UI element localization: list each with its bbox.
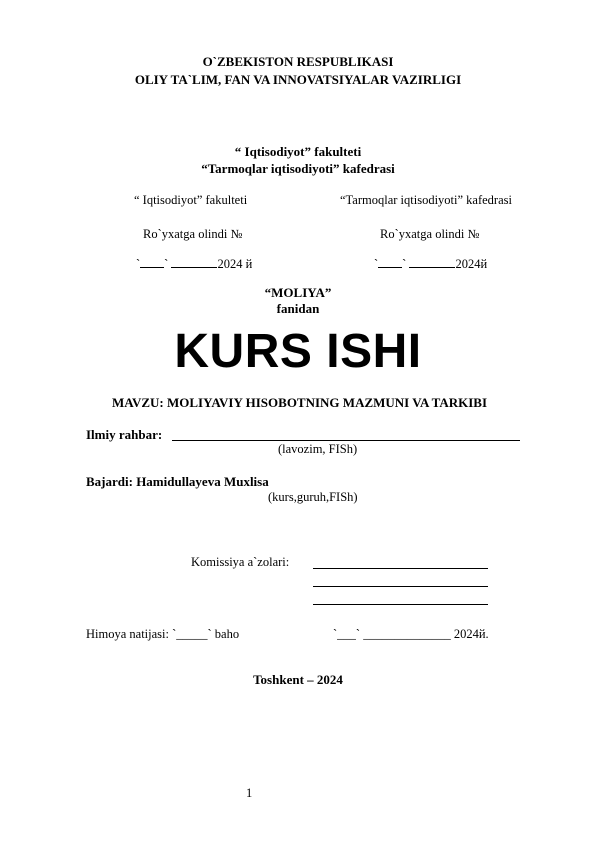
subject-name: “MOLIYA” [264,285,332,300]
left-year: 2024 й [217,257,253,271]
commission-label: Komissiya a`zolari: [191,555,290,569]
subject-suffix: fanidan [276,301,320,316]
right-date-close-quote: ` [402,257,407,271]
city-year: Toshkent – 2024 [253,672,343,687]
author-hint: (kurs,guruh,FISh) [268,490,358,504]
commission-member-blank-1 [313,568,488,569]
right-department: “Tarmoqlar iqtisodiyoti” kafedrasi [340,193,512,207]
left-day-blank [140,267,164,268]
right-registered: Ro`yxatga olindi № [380,227,480,241]
ministry-name: OLIY TA`LIM, FAN VA INNOVATSIYALAR VAZIRLIGI [134,72,462,87]
defense-label: Himoya natijasi: `_____` baho [86,627,240,641]
left-registered: Ro`yxatga olindi № [143,227,243,241]
commission-member-blank-3 [313,604,488,605]
left-faculty: “ Iqtisodiyot” fakulteti [134,193,248,207]
page-number: 1 [246,786,253,800]
left-month-blank [171,267,217,268]
right-day-blank [378,267,402,268]
department-name: “Tarmoqlar iqtisodiyoti” kafedrasi [201,161,395,176]
document-title: KURS ISHI [174,325,422,378]
right-year: 2024й [455,257,488,271]
ministry-country: O`ZBEKISTON RESPUBLIKASI [202,54,394,69]
supervisor-blank [172,440,520,441]
left-date [136,257,252,272]
author-label: Bajardi: Hamidullayeva Muxlisa [86,474,269,489]
left-date-open-quote: ` [136,257,141,271]
faculty-name: “ Iqtisodiyot” fakulteti [234,144,362,159]
right-month-blank [409,267,455,268]
right-date-open-quote: ` [374,257,379,271]
right-date [374,257,487,272]
defense-date: `___` ______________ 2024й. [333,627,489,641]
supervisor-label: Ilmiy rahbar: [86,427,163,442]
left-date-close-quote: ` [164,257,169,271]
supervisor-hint: (lavozim, FISh) [278,442,358,456]
commission-member-blank-2 [313,586,488,587]
topic: MAVZU: MOLIYAVIY HISOBOTNING MAZMUNI VA TARKIBI [112,395,488,410]
